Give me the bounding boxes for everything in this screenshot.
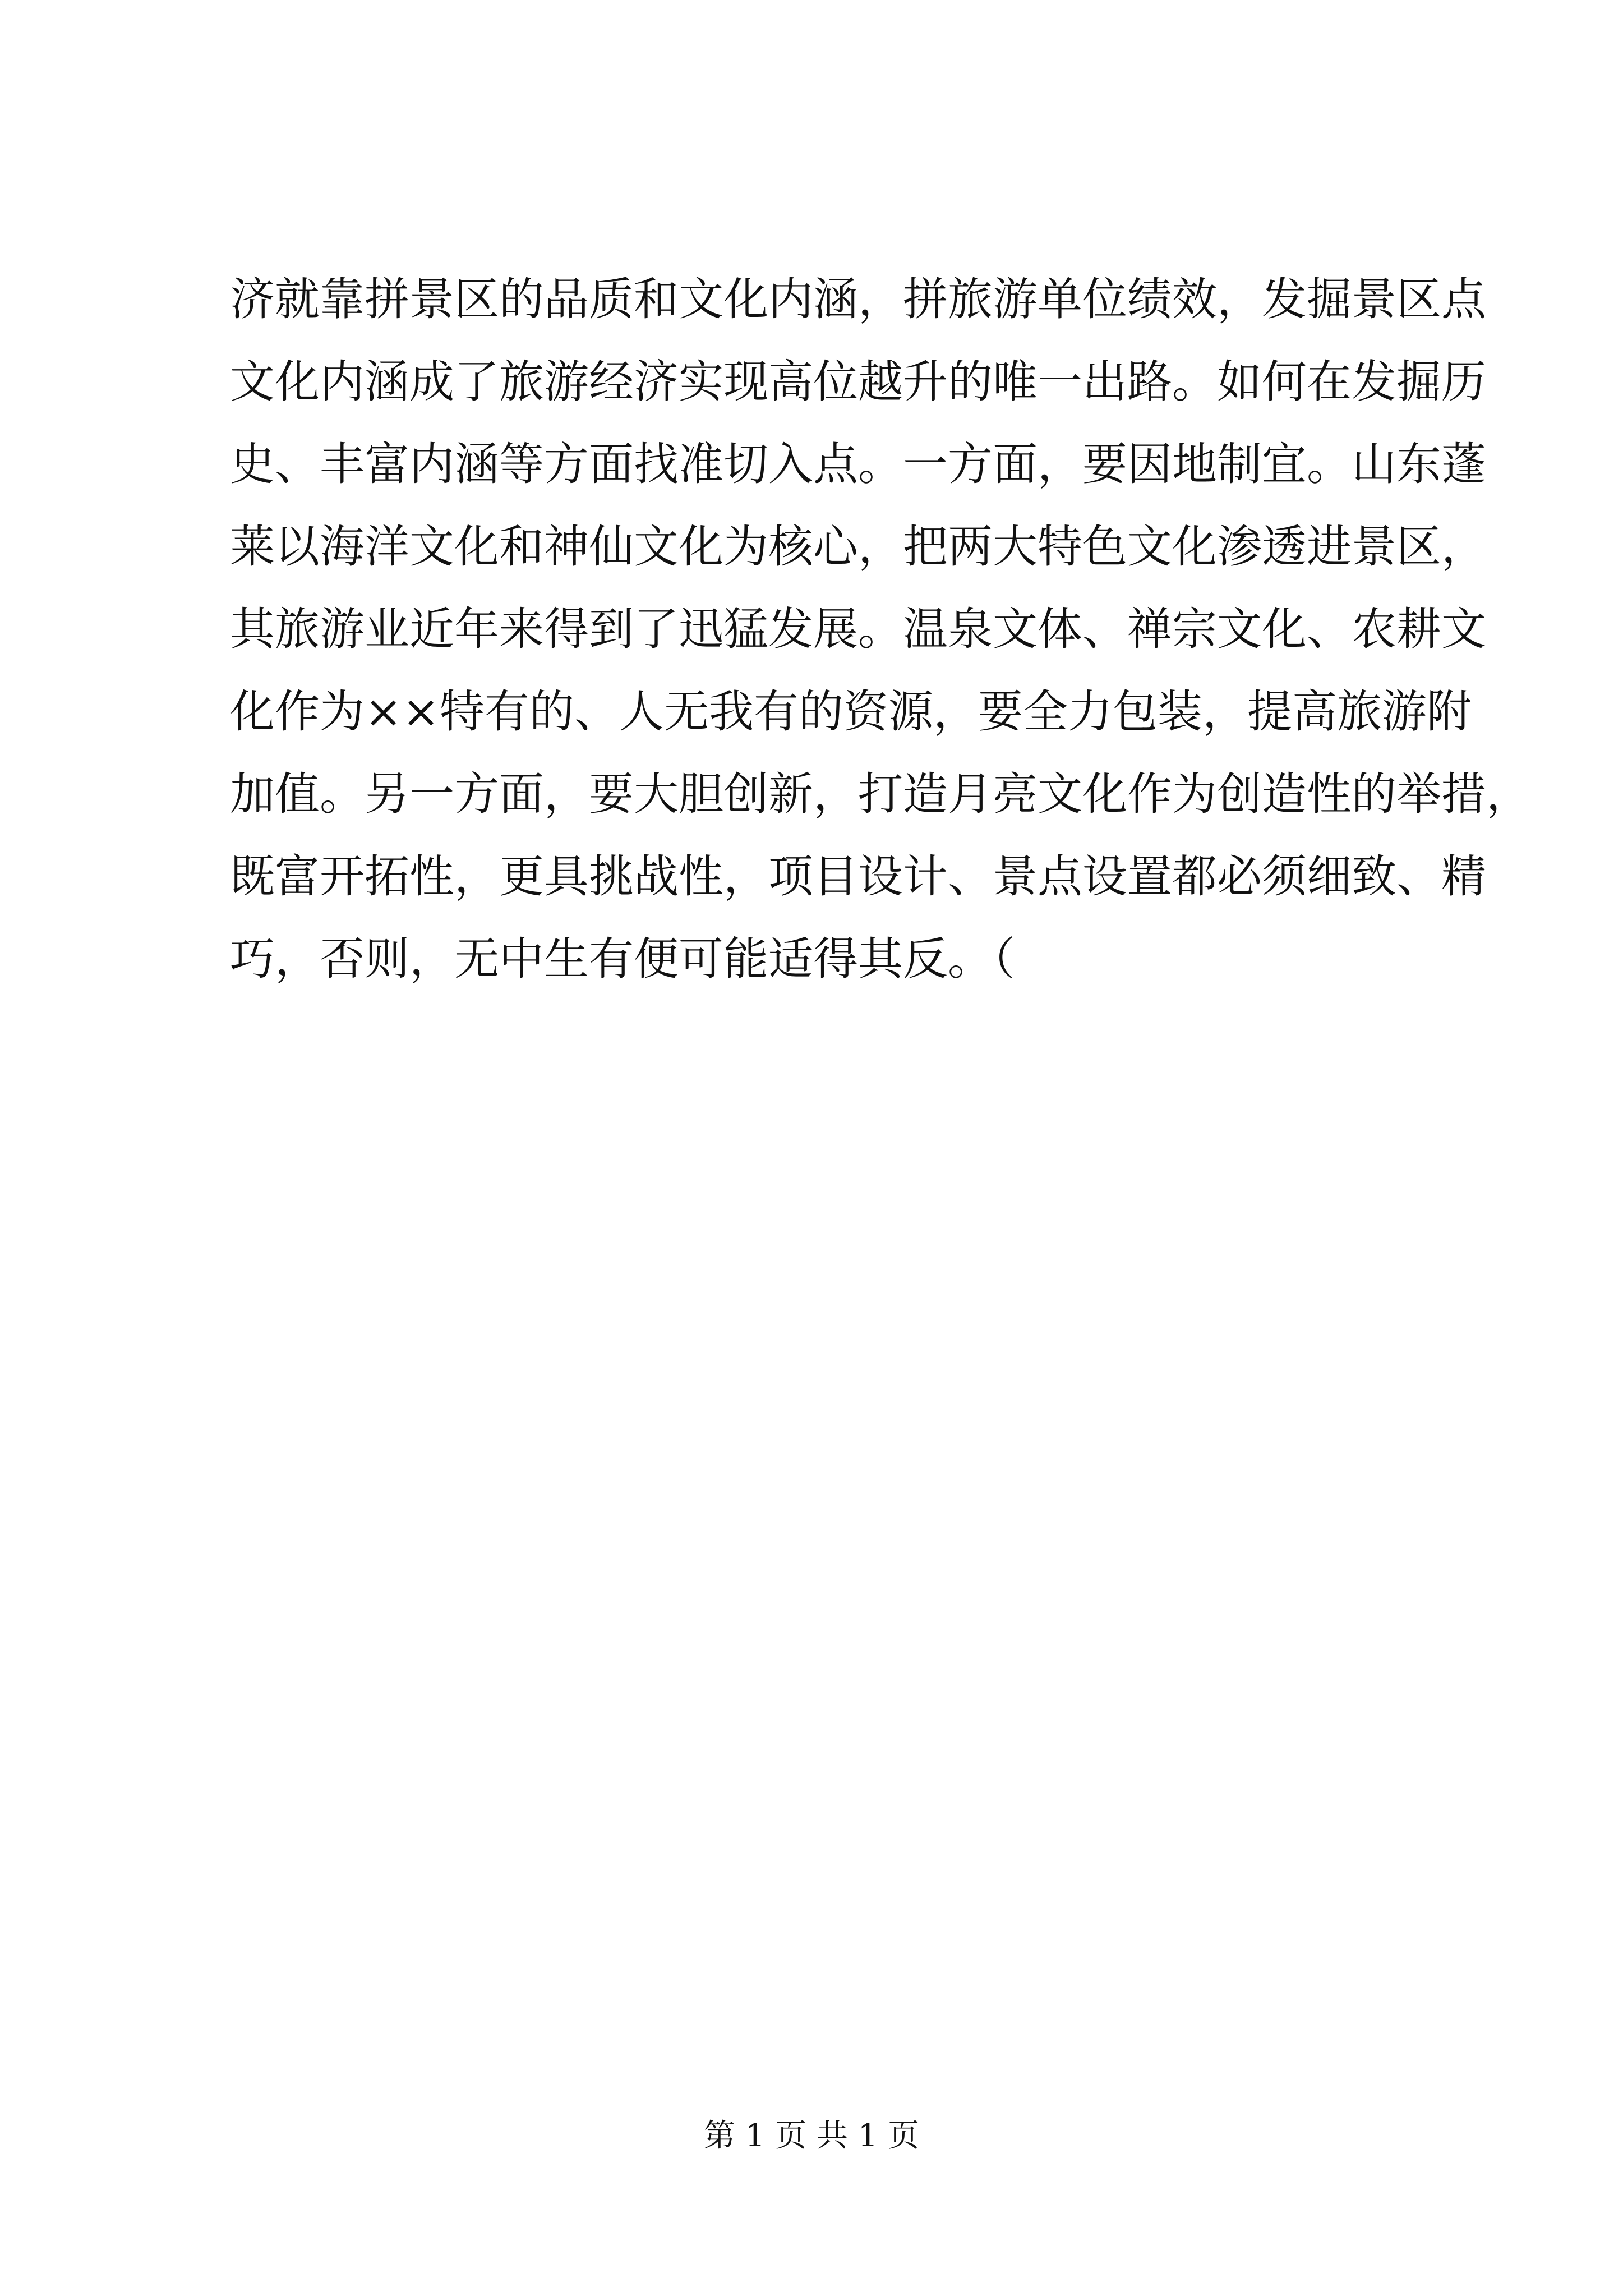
text-line-8: 既富开拓性，更具挑战性，项目设计、景点设置都必须细致、精	[230, 850, 1486, 903]
text-line-3: 史、丰富内涵等方面找准切入点。一方面，要因地制宜。山东蓬	[230, 438, 1486, 490]
page-footer	[0, 2114, 1623, 2159]
body-paragraph	[230, 258, 1531, 1000]
text-line-2: 文化内涵成了旅游经济实现高位越升的唯一出路。如何在发掘历	[230, 356, 1486, 408]
text-line-5: 其旅游业近年来得到了迅猛发展。温泉文体、禅宗文化、农耕文	[230, 603, 1486, 655]
page-number-label: 第 1 页 共 1 页	[703, 2118, 920, 2154]
text-line-6: 化作为××特有的、人无我有的资源，要全力包装，提高旅游附	[230, 685, 1472, 738]
text-line-1: 济就靠拼景区的品质和文化内涵，拼旅游单位绩效，发掘景区点	[230, 273, 1486, 325]
text-line-7: 加值。另一方面，要大胆创新，打造月亮文化作为创造性的举措，	[230, 768, 1531, 820]
text-line-4: 莱以海洋文化和神仙文化为核心，把两大特色文化渗透进景区，	[230, 521, 1486, 573]
text-line-9: 巧，否则，无中生有便可能适得其反。（	[230, 933, 1015, 985]
